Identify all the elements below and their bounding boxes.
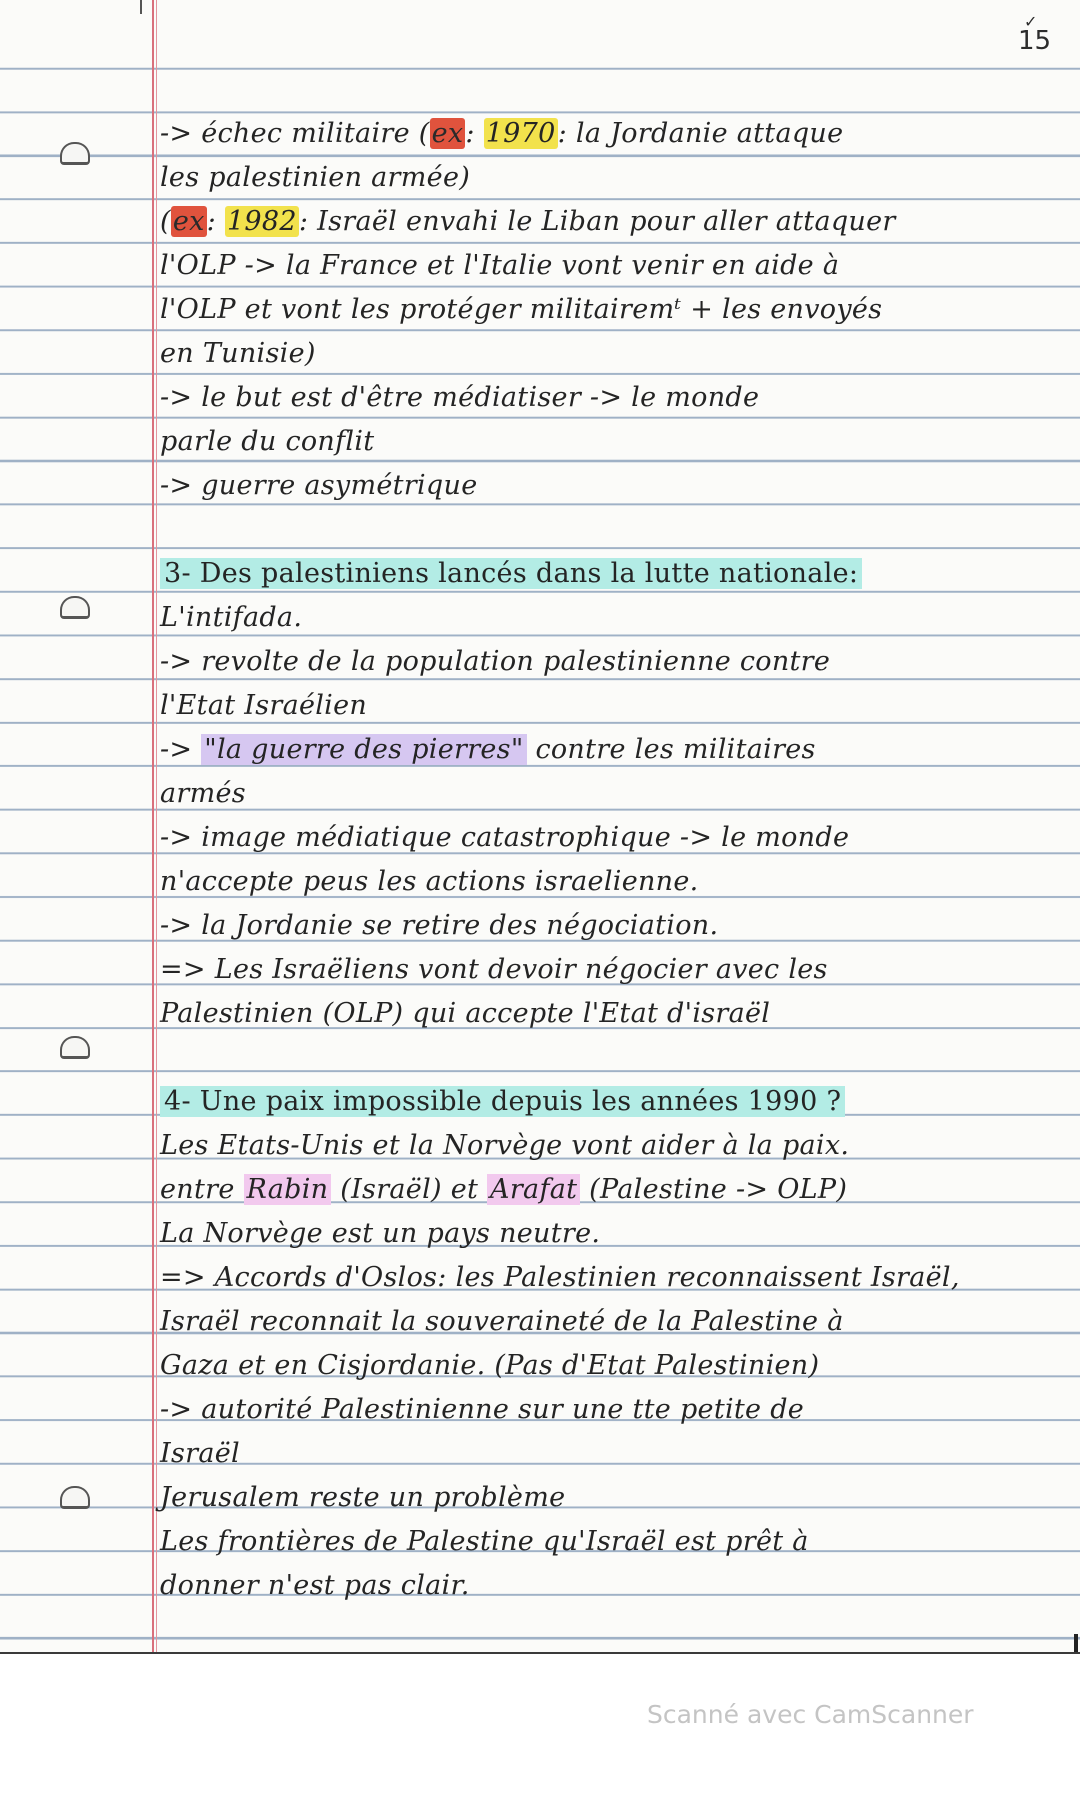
note-line: parle du conflit	[160, 426, 375, 457]
margin-line-inner	[156, 0, 157, 1652]
margin-line	[152, 0, 154, 1652]
note-line: -> guerre asymétrique	[160, 470, 478, 501]
note-line: => Accords d'Oslos: les Palestinien reconnaissent Israël,	[160, 1262, 960, 1293]
page-number-mark: ✓	[1024, 12, 1038, 31]
note-line: => Les Israëliens vont devoir négocier avec les	[160, 954, 828, 985]
note-line: -> le but est d'être médiatiser -> le monde	[160, 382, 760, 413]
note-line: Israël reconnait la souveraineté de la Palestine à	[160, 1306, 844, 1337]
binder-hole-icon	[60, 142, 90, 165]
note-line: Les Etats-Unis et la Norvège vont aider à la paix.	[160, 1130, 850, 1161]
note-line: donner n'est pas clair.	[160, 1570, 470, 1601]
binder-hole-icon	[60, 1486, 90, 1509]
note-line: l'OLP et vont les protéger militairemᵗ + les envoyés	[160, 294, 883, 325]
note-line: -> "la guerre des pierres" contre les militaires	[160, 734, 816, 765]
note-line: -> échec militaire (ex: 1970: la Jordanie attaque	[160, 118, 844, 149]
note-line: n'accepte peus les actions israelienne.	[160, 866, 699, 897]
binder-hole-icon	[60, 1036, 90, 1059]
quote-highlight: "la guerre des pierres"	[201, 734, 526, 765]
note-line: -> revolte de la population palestinienne contre	[160, 646, 831, 677]
name-highlight-rabin: Rabin	[244, 1174, 332, 1205]
section-heading-4: 4- Une paix impossible depuis les années 1990 ?	[160, 1080, 1080, 1124]
binder-hole-icon	[60, 596, 90, 619]
note-line: La Norvège est un pays neutre.	[160, 1218, 601, 1249]
example-marker: ex	[172, 206, 205, 237]
section-heading-3: 3- Des palestiniens lancés dans la lutte nationale:	[160, 552, 1080, 596]
note-line: Gaza et en Cisjordanie. (Pas d'Etat Palestinien)	[160, 1350, 820, 1381]
top-edge-mark	[140, 0, 142, 14]
note-line: les palestinien armée)	[160, 162, 471, 193]
note-line: Israël	[160, 1438, 240, 1469]
page-number-value: 15	[1018, 26, 1052, 56]
note-line: -> autorité Palestinienne sur une tte petite de	[160, 1394, 805, 1425]
page-bottom-edge	[0, 1652, 1080, 1654]
example-marker: ex	[431, 118, 464, 149]
scanner-watermark: Scanné avec CamScanner	[647, 1700, 974, 1729]
note-line: Les frontières de Palestine qu'Israël est prêt à	[160, 1526, 809, 1557]
note-line: (ex: 1982: Israël envahi le Liban pour aller attaquer	[160, 206, 896, 237]
page-number	[1018, 12, 1052, 56]
note-line: l'OLP -> la France et l'Italie vont venir en aide à	[160, 250, 840, 281]
year-highlight: 1982	[226, 206, 297, 237]
note-line: -> image médiatique catastrophique -> le monde	[160, 822, 850, 853]
note-line: Jerusalem reste un problème	[160, 1482, 566, 1513]
note-line: entre Rabin (Israël) et Arafat (Palestine -> OLP)	[160, 1174, 848, 1205]
name-highlight-arafat: Arafat	[487, 1174, 580, 1205]
year-highlight: 1970	[485, 118, 556, 149]
note-line: -> la Jordanie se retire des négociation.	[160, 910, 719, 941]
note-line: l'Etat Israélien	[160, 690, 368, 721]
note-line: en Tunisie)	[160, 338, 316, 369]
note-line: L'intifada.	[160, 602, 303, 633]
note-line: Palestinien (OLP) qui accepte l'Etat d'israël	[160, 998, 771, 1029]
page-corner-mark	[1074, 1634, 1078, 1652]
note-line: armés	[160, 778, 246, 809]
